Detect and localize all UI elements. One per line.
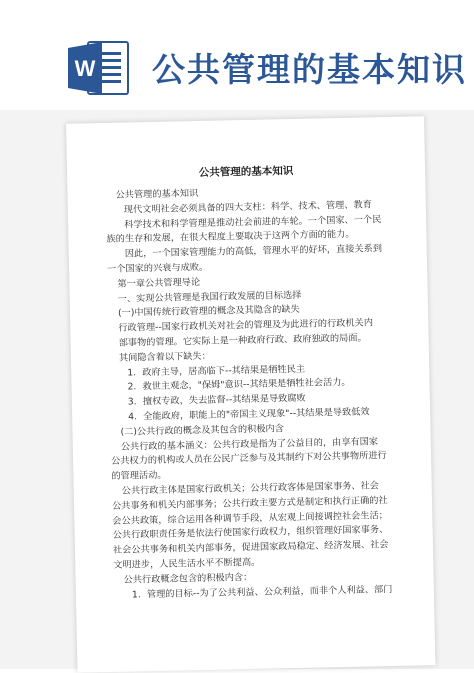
document-line: 1．管理的目标--为了公共利益、公众利益，而非个人利益、部门 bbox=[131, 583, 393, 600]
word-document-icon bbox=[68, 40, 130, 96]
document-line: 族的生存和发展，在很大程度上要取决于这两个方面的能力。 bbox=[106, 229, 355, 246]
document-line: 因此，一个国家管理能力的高低，管理水平的好坏，直接关系到 bbox=[124, 243, 383, 260]
document-line: 文明进步，人民生活水平不断提高。 bbox=[113, 556, 261, 571]
document-line: 公共行政主体是国家行政机关；公共行政客体是国家事务、社会 bbox=[121, 480, 380, 497]
document-line: 第一章公共管理导论 bbox=[117, 276, 201, 290]
document-line: 公共行政职责任务是依法行使国家行政权力，组织管理好国家事务、 bbox=[112, 524, 389, 542]
document-line: (一)中国传统行政管理的概念及其隐含的缺失 bbox=[117, 304, 300, 320]
banner bbox=[0, 0, 474, 110]
document-line: 3．擅权专政，失去监督--其结果是导致腐败 bbox=[127, 392, 306, 408]
document-title: 公共管理的基本知识 bbox=[198, 165, 294, 179]
document-line: 行政管理--国家行政机关对社会的管理及为此进行的行政机关内 bbox=[118, 317, 374, 334]
document-line: 一、实现公共管理是我国行政发展的目标选择 bbox=[117, 289, 302, 305]
document-line: 部事物的管理。它实际上是一种政府行政、政府独政的局面。 bbox=[118, 332, 367, 349]
word-icon-letter: W bbox=[74, 56, 96, 81]
document-page bbox=[66, 116, 435, 672]
document-line: 一个国家的兴衰与成败。 bbox=[106, 261, 209, 275]
document-body bbox=[105, 183, 410, 603]
document-line: (二)公共行政的概念及其包含的积极内含 bbox=[120, 423, 284, 438]
document-line: 公共行政概念包含的积极内含： bbox=[123, 571, 253, 586]
document-line: 2．救世主观念，"保姆"意识--其结果是牺牲社会活力。 bbox=[127, 377, 351, 393]
document-line: 公共事务和机关内部事务；公共行政主要方式是制定和执行正确的社 bbox=[111, 494, 388, 512]
document-line: 社会公共事务和机关内部事务，促进国家政局稳定、经济发展、社会 bbox=[112, 539, 389, 556]
document-line: 其间隐含着以下缺失： bbox=[118, 350, 211, 364]
document-line: 4．全能政府，职能上的"帝国主义现象"--其结果是导致低效 bbox=[128, 406, 370, 423]
document-line: 公共行政的基本涵义：公共行政是指为了公益目的，由享有国家 bbox=[120, 435, 379, 453]
document-line: 科学技术和科学管理是推动社会前进的车轮。一个国家、一个民 bbox=[124, 213, 382, 231]
document-line: 会公共政策，综合运用各种调节手段，从宏观上间接调控社会生活； bbox=[112, 509, 389, 527]
banner-title: 公共管理的基本知识 bbox=[152, 50, 467, 89]
document-line: 公共权力的机构或人员在公民广泛参与及其制约下对公共事物所进行 bbox=[111, 450, 387, 468]
document-line: 的管理活动。 bbox=[111, 469, 167, 483]
document-line: 公共管理的基本知识 bbox=[115, 187, 199, 201]
document-line: 现代文明社会必须具备的四大支柱：科学、技术、管理、教育 bbox=[123, 199, 372, 216]
document-line: 1．政府主导，居高临下--其结果是牺牲民主 bbox=[127, 363, 306, 379]
